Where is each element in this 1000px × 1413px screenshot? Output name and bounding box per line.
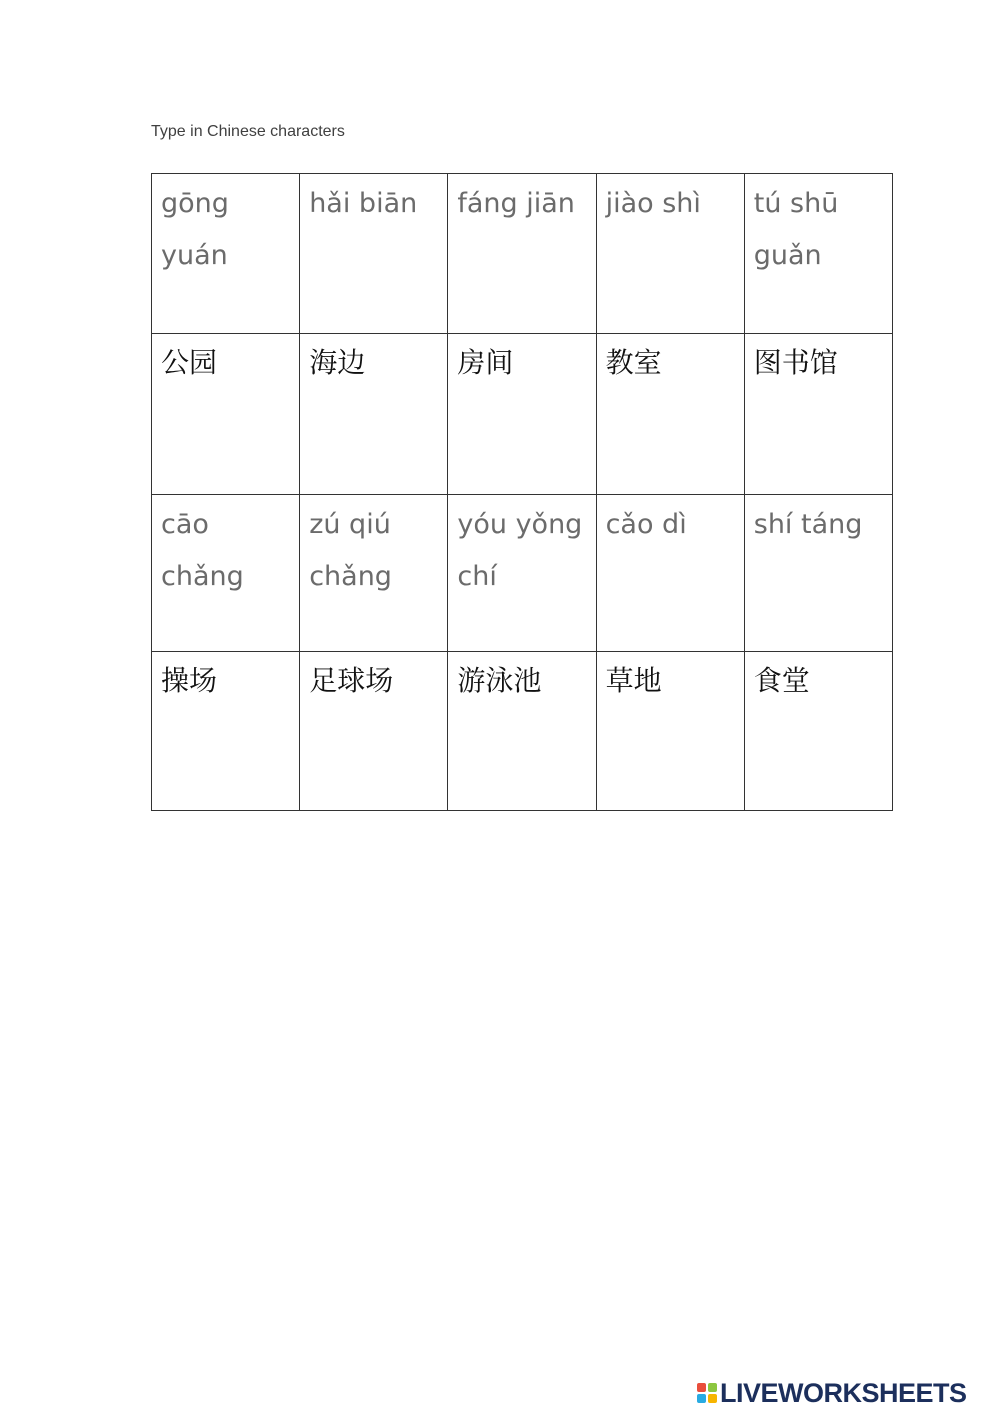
pinyin-text: fáng jiān [457,188,575,219]
table-cell [744,174,892,334]
table-cell [596,495,744,652]
pinyin-text: gōng yuán [161,188,229,271]
hanzi-answer[interactable]: 足球场 [309,664,394,697]
hanzi-answer[interactable]: 操场 [161,664,218,697]
table-cell [300,495,448,652]
table-cell [448,174,596,334]
answer-cell[interactable] [300,652,448,811]
answer-cell[interactable] [596,652,744,811]
hanzi-answer[interactable]: 房间 [457,346,514,379]
answer-cell[interactable] [300,334,448,495]
table-row [152,495,893,652]
logo-square-icon [697,1394,706,1403]
table-cell [744,495,892,652]
vocabulary-table [151,173,893,811]
answer-cell[interactable] [744,652,892,811]
logo-square-icon [708,1383,717,1392]
pinyin-text: tú shū guǎn [753,188,839,271]
pinyin-text: cāo chǎng [161,509,244,592]
hanzi-answer[interactable]: 海边 [309,346,366,379]
pinyin-text: shí táng [753,509,863,540]
logo-square-icon [697,1383,706,1392]
hanzi-answer[interactable]: 图书馆 [753,346,838,379]
pinyin-text: jiào shì [605,188,701,219]
instruction-text: Type in Chinese characters [151,123,345,140]
pinyin-text: yóu yǒng chí [457,509,583,592]
answer-cell[interactable] [596,334,744,495]
table-row [152,174,893,334]
table-row [152,334,893,495]
logo-mark-icon [697,1383,717,1403]
answer-cell[interactable] [744,334,892,495]
logo-square-icon [708,1394,717,1403]
table-cell [448,495,596,652]
pinyin-text: hǎi biān [309,188,418,219]
liveworksheets-logo [697,1378,967,1408]
hanzi-answer[interactable]: 草地 [605,664,662,697]
pinyin-text: zú qiú chǎng [309,509,392,592]
answer-cell[interactable] [448,334,596,495]
answer-cell[interactable] [152,652,300,811]
table-cell [300,174,448,334]
table-cell [152,495,300,652]
hanzi-answer[interactable]: 食堂 [753,664,810,697]
answer-cell[interactable] [152,334,300,495]
logo-text: LIVEWORKSHEETS [720,1377,967,1408]
table-cell [152,174,300,334]
table-row [152,652,893,811]
hanzi-answer[interactable]: 教室 [605,346,662,379]
hanzi-answer[interactable]: 游泳池 [457,664,542,697]
hanzi-answer[interactable]: 公园 [161,346,218,379]
answer-cell[interactable] [448,652,596,811]
table-cell [596,174,744,334]
pinyin-text: cǎo dì [605,509,687,540]
